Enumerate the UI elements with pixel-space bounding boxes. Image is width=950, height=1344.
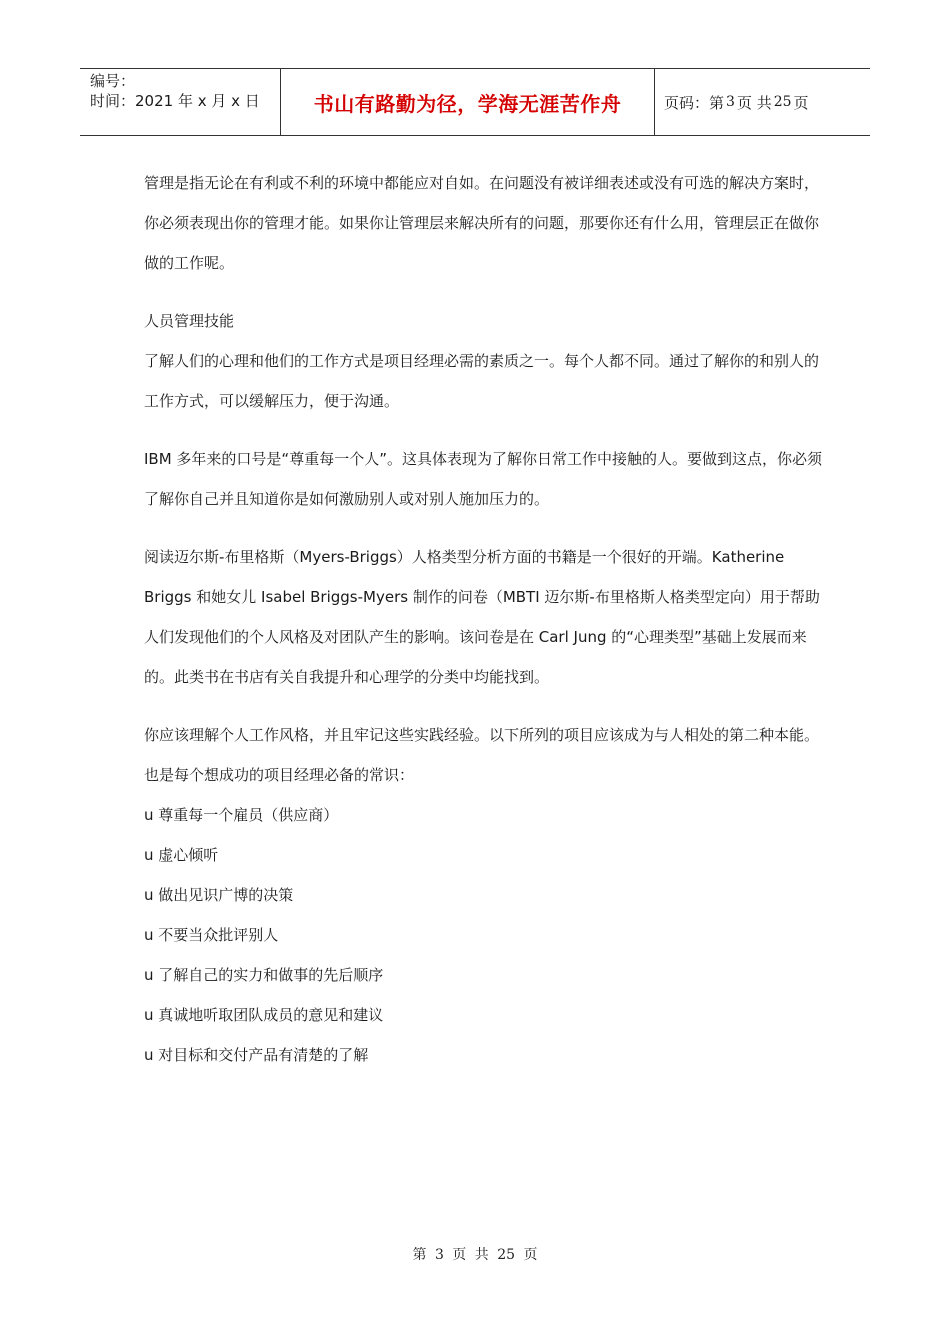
paragraph-ibm: IBM 多年来的口号是“尊重每一个人”。这具体表现为了解你日常工作中接触的人。要做到这点，你必须了解你自己并且知道你是如何激励别人或对别人施加压力的。	[144, 450, 822, 508]
page-total: 25	[773, 94, 792, 110]
page-suffix: 页	[793, 93, 809, 112]
paragraph-understanding: 了解人们的心理和他们的工作方式是项目经理必需的素质之一。每个人都不同。通过了解你的和别人的工作方式，可以缓解压力，便于沟通。	[144, 352, 820, 410]
list-item: u 真诚地听取团队成员的意见和建议	[144, 1006, 384, 1024]
list-item: u 不要当众批评别人	[144, 926, 279, 944]
paragraph-management: 管理是指无论在有利或不利的环境中都能应对自如。在问题没有被详细表述或没有可选的解决方案时，你必须表现出你的管理才能。如果你让管理层来解决所有的问题，那要你还有什么用，管理层正在做你做的工作呢。	[144, 174, 820, 272]
document-body	[144, 163, 824, 1075]
list-item: u 做出见识广博的决策	[144, 886, 294, 904]
paragraph-work-style: 你应该理解个人工作风格，并且牢记这些实践经验。以下所列的项目应该成为与人相处的第二种本能。也是每个想成功的项目经理必备的常识：	[144, 726, 820, 784]
header-table	[80, 68, 870, 136]
list-item: u 虚心倾听	[144, 846, 219, 864]
serial-label: 编号：	[90, 72, 136, 90]
paragraph-myers-briggs: 阅读迈尔斯-布里格斯（Myers-Briggs）人格类型分析方面的书籍是一个很好的开端。Katherine Briggs 和她女儿 Isabel Briggs-Myers 制作的问卷（MBTI 迈尔斯-布里格斯人格类型定向）用于帮助人们发现他们的个人风格及对团队产生的影响。该问卷是在 Carl Jung 的“心理类型”基础上发展而来的。此类书在书店有关自我提升和心理学的分类中均能找到。	[144, 548, 820, 686]
page-footer: 第 3 页 共 25 页	[412, 1247, 538, 1263]
list-item: u 尊重每一个雇员（供应商）	[144, 806, 339, 824]
date-label: 时间：2021 年 x 月 x 日	[90, 92, 260, 110]
list-item: u 了解自己的实力和做事的先后顺序	[144, 966, 384, 984]
header-info-cell	[80, 69, 281, 135]
header-page-info	[655, 69, 870, 135]
page-prefix: 页码：第	[664, 93, 725, 112]
header-motto: 书山有路勤为径，学海无涯苦作舟	[281, 69, 655, 135]
section-heading: 人员管理技能	[144, 312, 235, 330]
page-current: 3	[726, 94, 735, 110]
page-middle: 页 共	[736, 93, 772, 112]
list-item: u 对目标和交付产品有清楚的了解	[144, 1046, 369, 1064]
